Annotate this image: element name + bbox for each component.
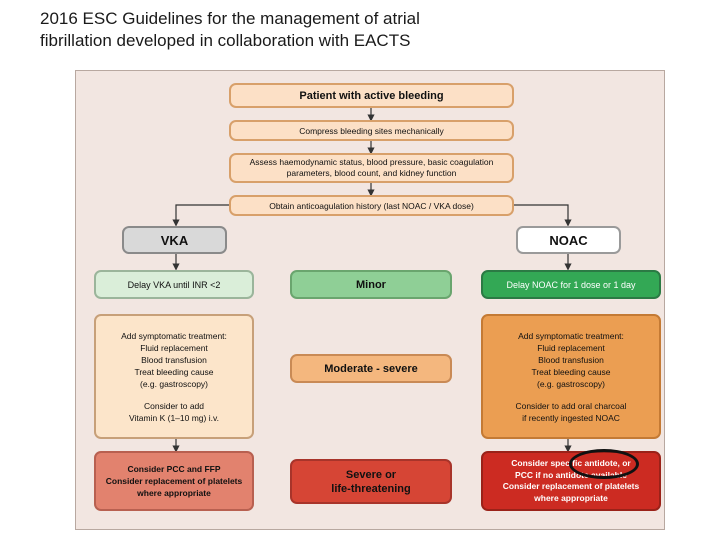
vka-box — [122, 226, 227, 254]
moderate-label: Moderate - severe — [324, 362, 418, 375]
vka-treat-line-1: Add symptomatic treatment: — [121, 330, 227, 341]
severe-line-1: Severe or — [345, 468, 397, 481]
vka-severe-line-2: Consider replacement of platelets — [105, 476, 243, 486]
vka-severe-line-3: where appropriate — [137, 488, 211, 498]
compress-box — [229, 120, 514, 141]
arrow-history-to-noac — [511, 205, 568, 223]
assess-box — [229, 153, 514, 183]
vka-treat-line-3: Blood transfusion — [141, 354, 207, 365]
vka-delay-box — [94, 270, 254, 299]
noac-severe-line-1: Consider specific antidote, or — [511, 458, 631, 468]
severe-box — [290, 459, 452, 504]
annotation-circle — [569, 449, 639, 479]
start-label: Patient with active bleeding — [299, 89, 444, 102]
noac-severe-line-4: where appropriate — [534, 492, 608, 503]
noac-delay-label: Delay NOAC for 1 dose or 1 day — [506, 279, 636, 290]
noac-box — [516, 226, 621, 254]
moderate-box — [290, 354, 452, 383]
slide-title-line-1: 2016 ESC Guidelines for the management of atrial — [40, 9, 420, 28]
noac-label: NOAC — [549, 232, 588, 248]
noac-treat-line-1: Add symptomatic treatment: — [518, 330, 624, 341]
vka-treat-line-5: (e.g. gastroscopy) — [139, 378, 209, 389]
history-box — [229, 195, 514, 216]
vka-treat-line-4: Treat bleeding cause — [134, 366, 214, 377]
assess-label-2: parameters, blood count, and kidney function — [286, 168, 457, 178]
minor-label: Minor — [356, 278, 386, 291]
slide-title-line-2: fibrillation developed in collaboration with EACTS — [40, 31, 411, 50]
arrow-history-to-vka — [176, 205, 231, 223]
vka-treat-line-2: Fluid replacement — [140, 342, 208, 353]
assess-label-1: Assess haemodynamic status, blood pressure, basic coagulation — [249, 157, 494, 167]
noac-treat-line-3: Blood transfusion — [538, 354, 604, 365]
minor-box — [290, 270, 452, 299]
vka-treatment-box — [94, 314, 254, 439]
noac-delay-box — [481, 270, 661, 299]
noac-severe-line-3: Consider replacement of platelets — [502, 481, 640, 491]
vka-treat-line-6: Consider to add — [143, 400, 204, 411]
history-label: Obtain anticoagulation history (last NOAC / VKA dose) — [269, 200, 474, 211]
slide-title — [40, 8, 510, 52]
noac-treat-line-6: Consider to add oral charcoal — [515, 400, 627, 411]
vka-severe-box — [94, 451, 254, 511]
noac-treatment-box — [481, 314, 661, 439]
noac-treat-line-7: if recently ingested NOAC — [522, 412, 620, 423]
start-box — [229, 83, 514, 108]
vka-treat-line-7: Vitamin K (1–10 mg) i.v. — [129, 412, 219, 423]
compress-label: Compress bleeding sites mechanically — [299, 125, 444, 136]
severe-line-2: life-threatening — [331, 482, 411, 495]
noac-severe-line-2: PCC if no antidote available — [515, 469, 627, 480]
noac-treat-line-5: (e.g. gastroscopy) — [536, 378, 606, 389]
vka-delay-label: Delay VKA until INR <2 — [127, 279, 221, 290]
noac-treat-line-2: Fluid replacement — [537, 342, 605, 353]
bleeding-management-flowchart — [75, 70, 665, 530]
noac-treat-line-4: Treat bleeding cause — [531, 366, 611, 377]
vka-severe-line-1: Consider PCC and FFP — [127, 464, 221, 474]
vka-label: VKA — [160, 232, 189, 248]
